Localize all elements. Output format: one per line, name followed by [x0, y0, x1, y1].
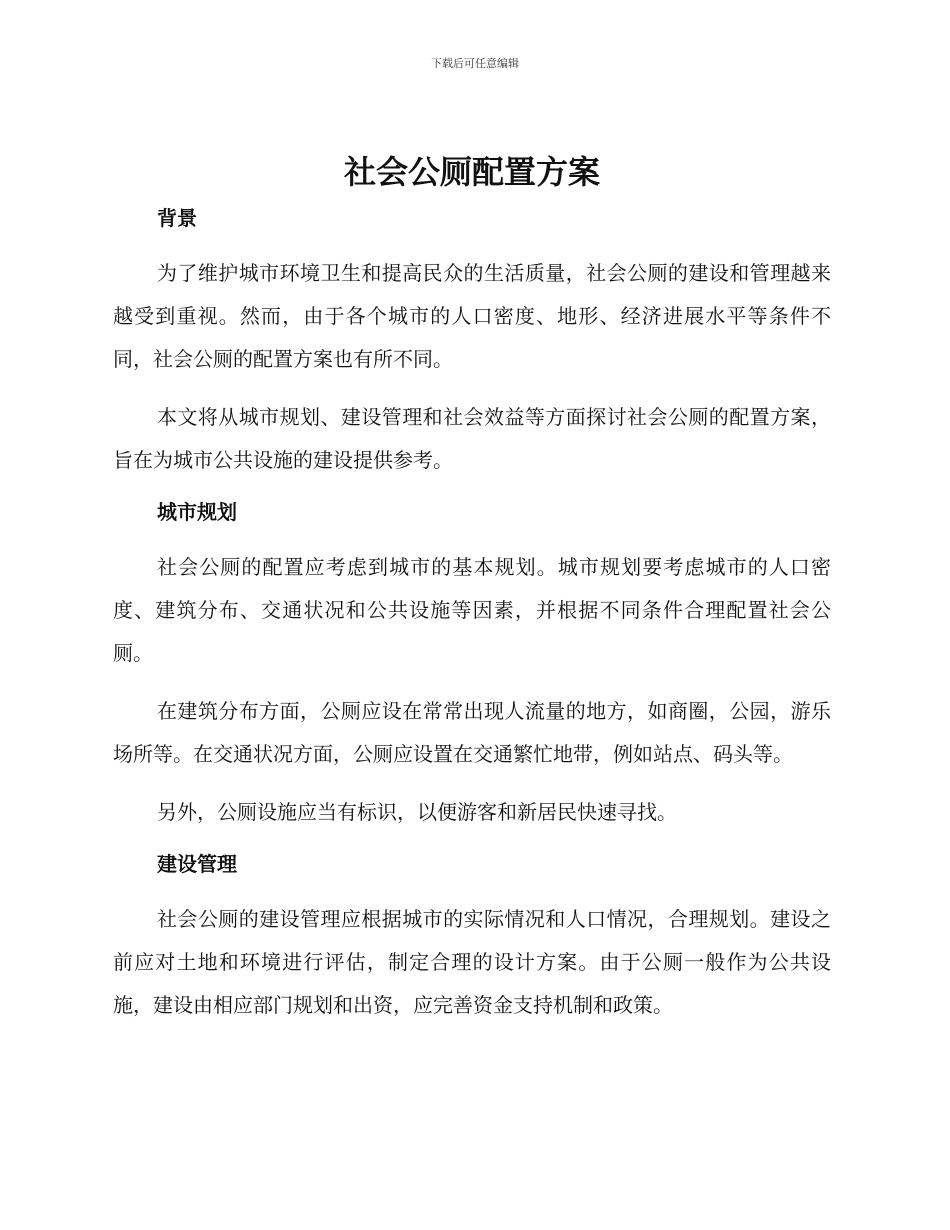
section-urban-planning [113, 498, 831, 834]
section-heading: 建设管理 [157, 852, 237, 876]
document-body [113, 150, 831, 1042]
header-note: 下载后可任意编辑 [431, 57, 519, 70]
section-heading: 城市规划 [157, 500, 237, 524]
paragraph: 社会公厕的配置应考虑到城市的基本规划。城市规划要考虑城市的人口密度、建筑分布、交通状况和公共设施等因素，并根据不同条件合理配置社会公厕。 [113, 555, 831, 665]
section-background [113, 204, 831, 482]
paragraph: 为了维护城市环境卫生和提高民众的生活质量，社会公厕的建设和管理越来越受到重视。然而，由于各个城市的人口密度、地形、经济进展水平等条件不同，社会公厕的配置方案也有所不同。 [113, 261, 831, 371]
section-construction-management [113, 850, 831, 1027]
paragraph: 在建筑分布方面，公厕应设在常常出现人流量的地方，如商圈，公园，游乐场所等。在交通状况方面，公厕应设置在交通繁忙地带，例如站点、码头等。 [113, 699, 831, 766]
section-heading: 背景 [157, 206, 197, 230]
document-title: 社会公厕配置方案 [343, 153, 600, 191]
paragraph: 社会公厕的建设管理应根据城市的实际情况和人口情况，合理规划。建设之前应对土地和环境进行评估，制定合理的设计方案。由于公厕一般作为公共设施，建设由相应部门规划和出资，应完善资金支持机制和政策。 [113, 907, 831, 1017]
paragraph: 另外，公厕设施应当有标识，以便游客和新居民快速寻找。 [157, 800, 677, 824]
paragraph: 本文将从城市规划、建设管理和社会效益等方面探讨社会公厕的配置方案，旨在为城市公共设施的建设提供参考。 [113, 405, 831, 472]
